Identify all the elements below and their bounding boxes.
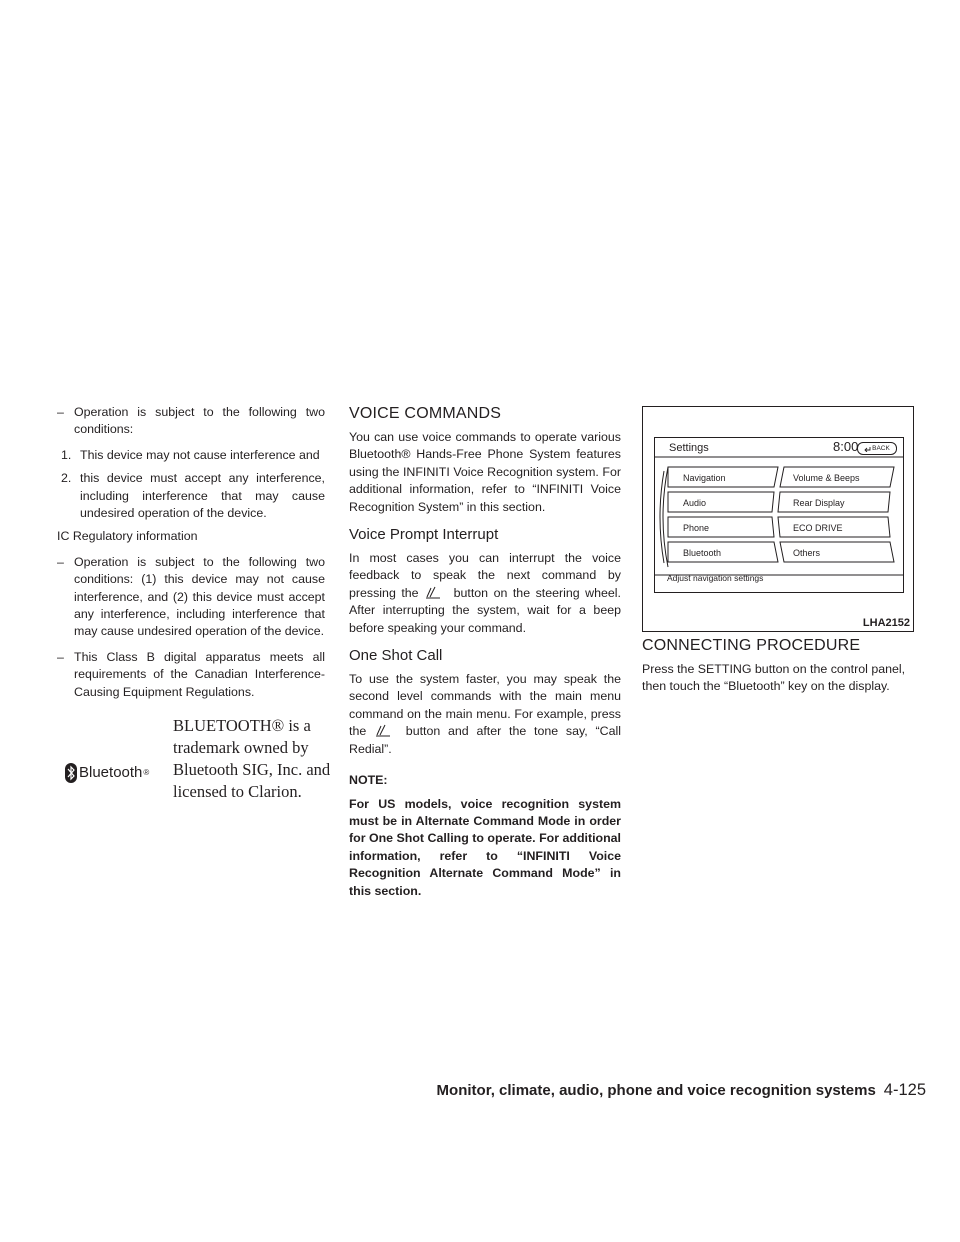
number-marker: 1. xyxy=(61,447,72,462)
right-column xyxy=(642,636,914,696)
page-number: 4-125 xyxy=(883,1081,926,1099)
numbered-item-text: this device must accept any interference, including interference that may cause undesired operation of the device. xyxy=(80,471,325,521)
condition-text: Operation is subject to the following two conditions: (1) this device may not cause interference, and (2) this device must accept any interference, including interference that may cause undesired operation of the device. xyxy=(74,554,325,639)
talk-button-icon xyxy=(424,585,448,599)
bluetooth-logo-text: Bluetooth xyxy=(79,764,143,782)
bluetooth-trademark-block xyxy=(57,715,331,825)
note-label: NOTE: xyxy=(349,773,388,788)
oneshot-text-b: button and after the tone say, “Call Redial”. xyxy=(349,724,621,756)
condition-text: Operation is subject to the following two conditions: xyxy=(74,405,325,437)
settings-title: Settings xyxy=(669,442,709,454)
oneshot-text-a: To use the system faster, you may speak the second level commands with the main menu command on the main menu. For example, press the xyxy=(349,672,621,739)
dash-marker: – xyxy=(57,405,64,419)
interrupt-text-a: In most cases you can interrupt the voice feedback to speak the next command by pressing the xyxy=(349,551,621,600)
voice-prompt-interrupt-heading: Voice Prompt Interrupt xyxy=(349,526,499,544)
menu-key-eco-drive[interactable]: ECO DRIVE xyxy=(793,523,843,533)
numbered-item xyxy=(57,447,325,464)
note-body: For US models, voice recognition system must be in Alternate Command Mode in order for One Shot Calling to operate. For additional information, refer to “INFINITI Voice Recognition Alternate Command Mode” in this section. xyxy=(349,796,621,898)
menu-key-navigation[interactable]: Navigation xyxy=(683,473,726,483)
bluetooth-trademark-notice: BLUETOOTH® is a trademark owned by Bluetooth SIG, Inc. and licensed to Clarion. xyxy=(173,716,331,802)
back-arrow-icon xyxy=(864,446,871,452)
numbered-item-text: This device may not cause interference and xyxy=(80,447,320,462)
back-label: BACK xyxy=(872,445,890,452)
status-hint: Adjust navigation settings xyxy=(667,573,764,583)
back-button[interactable] xyxy=(857,442,897,455)
menu-key-volume-beeps[interactable]: Volume & Beeps xyxy=(793,473,860,483)
dash-marker: – xyxy=(57,554,64,569)
settings-screen-frame xyxy=(654,437,904,593)
middle-column xyxy=(349,404,621,900)
dash-marker: – xyxy=(57,649,64,664)
clock-time: 8:00 xyxy=(833,439,859,454)
menu-key-bluetooth[interactable]: Bluetooth xyxy=(683,548,722,558)
settings-screen-figure xyxy=(642,406,914,632)
bluetooth-logo xyxy=(65,763,149,783)
one-shot-call-body xyxy=(349,671,621,758)
condition-text: This Class B digital apparatus meets all requirements of the Canadian Interference-Causing Equipment Regulations. xyxy=(74,649,325,699)
condition-list-item xyxy=(57,554,325,641)
connecting-procedure-body: Press the SETTING button on the control panel, then touch the “Bluetooth” key on the display. xyxy=(642,662,906,694)
connecting-procedure-heading: CONNECTING PROCEDURE xyxy=(642,637,861,654)
condition-list-item xyxy=(57,649,325,701)
interrupt-text-b: button on the steering wheel. After interrupting the system, wait for a beep before speaking your command. xyxy=(349,585,621,635)
section-title: Monitor, climate, audio, phone and voice recognition systems xyxy=(436,1082,876,1099)
one-shot-call-heading: One Shot Call xyxy=(349,647,443,665)
menu-key-rear-display[interactable]: Rear Display xyxy=(793,498,845,508)
number-marker: 2. xyxy=(61,471,72,486)
menu-key-audio[interactable]: Audio xyxy=(683,498,707,508)
left-column xyxy=(57,404,331,825)
figure-code: LHA2152 xyxy=(862,617,910,629)
voice-commands-heading: VOICE COMMANDS xyxy=(349,405,502,422)
ic-regulatory-heading: IC Regulatory information xyxy=(57,529,198,544)
talk-button-icon xyxy=(374,723,398,737)
numbered-item xyxy=(57,470,325,522)
registered-mark: ® xyxy=(143,768,150,778)
menu-key-others[interactable]: Others xyxy=(793,548,821,558)
voice-prompt-interrupt-body xyxy=(349,550,621,637)
condition-list-item xyxy=(57,404,325,439)
page-footer xyxy=(437,1081,926,1100)
bluetooth-icon xyxy=(65,763,77,783)
voice-commands-body: You can use voice commands to operate various Bluetooth® Hands-Free Phone System features using the INFINITI Voice Recognition system. For additional information, refer to “INFINITI Voice Recognition System” in this section. xyxy=(349,430,621,514)
menu-key-phone[interactable]: Phone xyxy=(683,523,710,533)
